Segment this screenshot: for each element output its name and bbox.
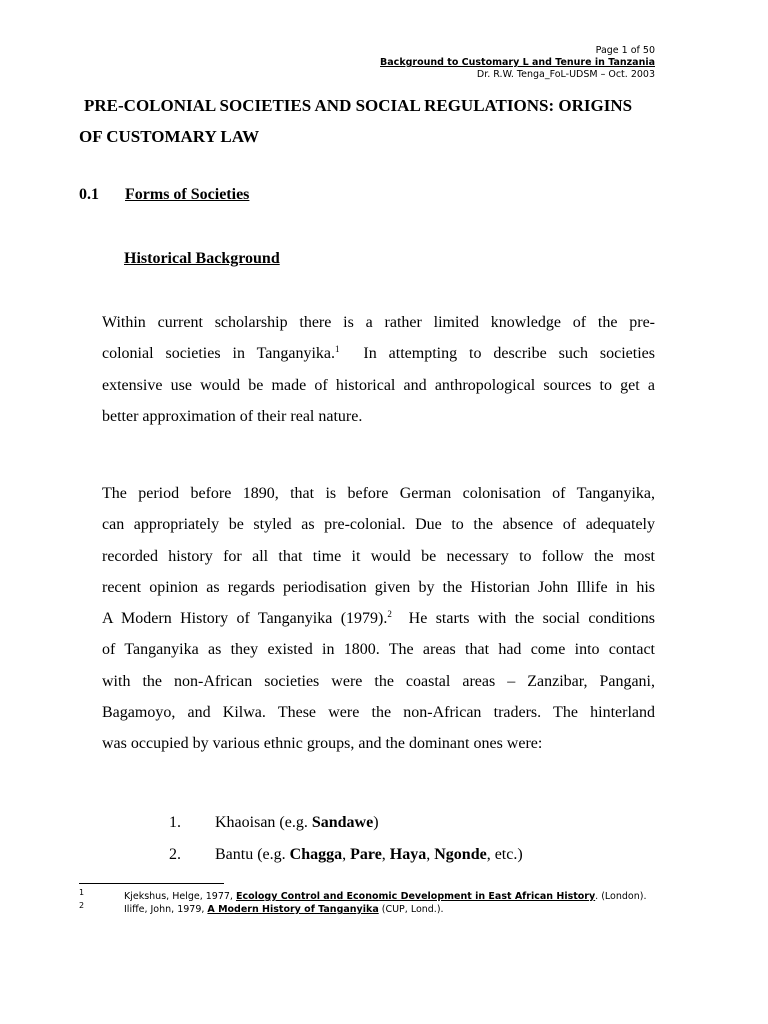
paragraph-line: can appropriately be styled as pre-colonial. Due to the absence of adequately	[102, 516, 655, 534]
list-item: 2. Bantu (e.g. Chagga, Pare, Haya, Ngonde, etc.)	[169, 841, 523, 873]
paragraph-line: of Tanganyika as they existed in 1800. The areas that had come into contact	[102, 641, 655, 659]
list-item-number: 2.	[169, 845, 181, 863]
paragraph-line: better approximation of their real nature.	[102, 407, 363, 425]
paragraph-line: colonial societies in Tanganyika.$^1$ In attempting to describe such societies	[102, 344, 655, 363]
subsection-heading: Historical Background	[124, 250, 280, 267]
ethnic-group-list	[169, 809, 523, 872]
paragraph-line: recent opinion as regards periodisation given by the Historian John Illife in his	[102, 578, 655, 596]
footnote-mark: 2	[79, 901, 85, 910]
paragraph-line: was occupied by various ethnic groups, and the dominant ones were:	[102, 735, 543, 753]
footnote-separator	[79, 883, 224, 884]
paragraph-line: Bagamoyo, and Kilwa. These were the non-African traders. The hinterland	[102, 704, 655, 722]
running-header	[380, 45, 655, 81]
footnote-reference: Ecology Control and Economic Development in East African History	[235, 891, 596, 902]
header-author: Dr. R.W. Tenga_FoL-UDSM – Oct. 2003	[476, 69, 655, 80]
header-title: Background to Customary L and Tenure in Tanzania	[380, 57, 655, 68]
paragraph-line: recorded history for all that time it would be necessary to follow the most	[102, 547, 655, 565]
title-line-2: OF CUSTOMARY LAW	[79, 127, 260, 146]
section-number: 0.1	[79, 186, 99, 203]
footnote-ref-2: 2	[387, 609, 392, 620]
section-label: Forms of Societies	[125, 186, 250, 203]
footnote: 1 Kjekshus, Helge, 1977, Ecology Control and Economic Development in East African History. (London).	[79, 888, 647, 902]
paragraph-line: Within current scholarship there is a rather limited knowledge of the pre-	[102, 314, 655, 331]
paragraph-2	[102, 478, 655, 760]
paragraph-line: extensive use would be made of historical and anthropological sources to get a	[102, 376, 655, 394]
footnote-reference: A Modern History of Tanganyika	[207, 904, 379, 915]
paragraph-line: The period before 1890, that is before German colonisation of Tanganyika,	[102, 485, 655, 502]
list-item: 1. Khaoisan (e.g. Sandawe)	[169, 809, 523, 841]
paragraph-line: with the non-African societies were the coastal areas – Zanzibar, Pangani,	[102, 672, 655, 690]
page-number: Page 1 of 50	[595, 45, 655, 56]
paragraph-1	[102, 307, 655, 432]
footnote-mark: 1	[79, 888, 85, 897]
paragraph-line: A Modern History of Tanganyika (1979).$^2$ He starts with the social conditions	[102, 609, 655, 628]
footnote: 2 Iliffe, John, 1979, A Modern History of Tanganyika (CUP, Lond.).	[79, 901, 444, 915]
document-title	[79, 90, 659, 152]
list-item-number: 1.	[169, 814, 181, 831]
footnote-ref-1: 1	[335, 344, 340, 355]
title-line-1: PRE-COLONIAL SOCIETIES AND SOCIAL REGULATIONS: ORIGINS	[84, 96, 633, 115]
footnotes	[79, 890, 659, 916]
section-heading	[79, 186, 249, 204]
